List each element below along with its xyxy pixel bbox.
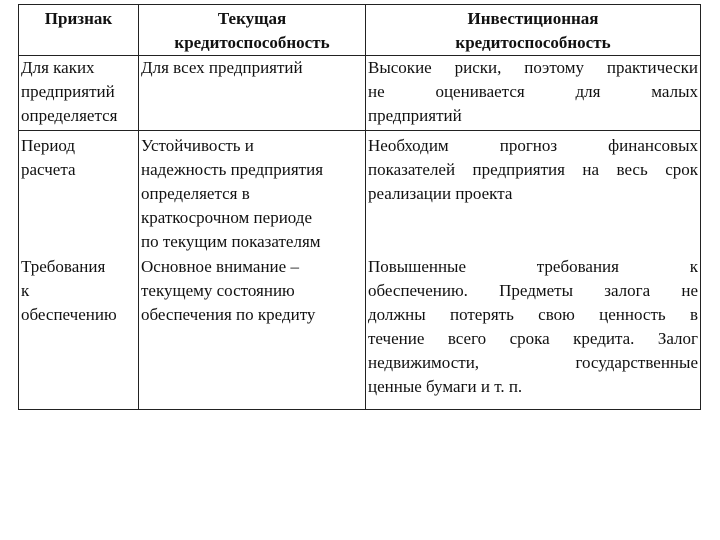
cell-line: реализации проекта (368, 184, 513, 203)
cell-line: ценные бумаги и т. п. (368, 377, 523, 396)
header-line: кредитоспособность (174, 33, 330, 52)
cell-line: определяется (21, 106, 118, 125)
cell-line: расчета (21, 160, 76, 179)
cell-line: Высокие риски, поэтому практически (368, 58, 698, 77)
cell-line: Основное внимание – (141, 257, 299, 276)
cell-line: обеспечению. Предметы залога не (368, 281, 698, 300)
row-investment-value (366, 56, 701, 131)
cell-line: показателей предприятия на весь срок (368, 160, 698, 179)
cell-line: должны потерять свою ценность в (368, 305, 698, 324)
cell-line: Устойчивость и (141, 136, 254, 155)
comparison-table (18, 4, 701, 410)
row-criterion (19, 56, 139, 131)
cell-line: не оценивается для малых (368, 82, 698, 101)
row-criterion (19, 131, 139, 256)
cell-line: обеспечению (21, 305, 117, 324)
cell-line: недвижимости, государственные (368, 353, 698, 372)
table-row (19, 255, 701, 410)
cell-line: предприятий (21, 82, 115, 101)
cell-line: Для всех предприятий (141, 58, 303, 77)
cell-line: Необходим прогноз финансовых (368, 136, 698, 155)
cell-line: течение всего срока кредита. Залог (368, 329, 698, 348)
header-current-creditworthiness (139, 5, 366, 56)
cell-line: текущему состоянию (141, 281, 295, 300)
header-line: Признак (44, 9, 113, 28)
row-current-value (139, 56, 366, 131)
cell-line: Требования (21, 257, 106, 276)
header-line: кредитоспособность (455, 33, 611, 52)
cell-line: Для каких (21, 58, 95, 77)
row-investment-value (366, 255, 701, 410)
header-row (19, 5, 701, 56)
header-line: Текущая (217, 9, 287, 28)
cell-line: надежность предприятия (141, 160, 324, 179)
cell-line: Повышенные требования к (368, 257, 698, 276)
cell-line: к (21, 281, 30, 300)
row-current-value (139, 255, 366, 410)
row-investment-value (366, 131, 701, 256)
cell-line: определяется в (141, 184, 250, 203)
cell-line: предприятий (368, 106, 462, 125)
header-criterion (19, 5, 139, 56)
header-investment-creditworthiness (366, 5, 701, 56)
row-criterion (19, 255, 139, 410)
cell-line: по текущим показателям (141, 232, 321, 251)
table-row (19, 56, 701, 131)
cell-line: обеспечения по кредиту (141, 305, 316, 324)
table-row (19, 131, 701, 256)
header-line: Инвестиционная (467, 9, 599, 28)
row-current-value (139, 131, 366, 256)
cell-line: Период (21, 136, 76, 155)
cell-line: краткосрочном периоде (141, 208, 312, 227)
